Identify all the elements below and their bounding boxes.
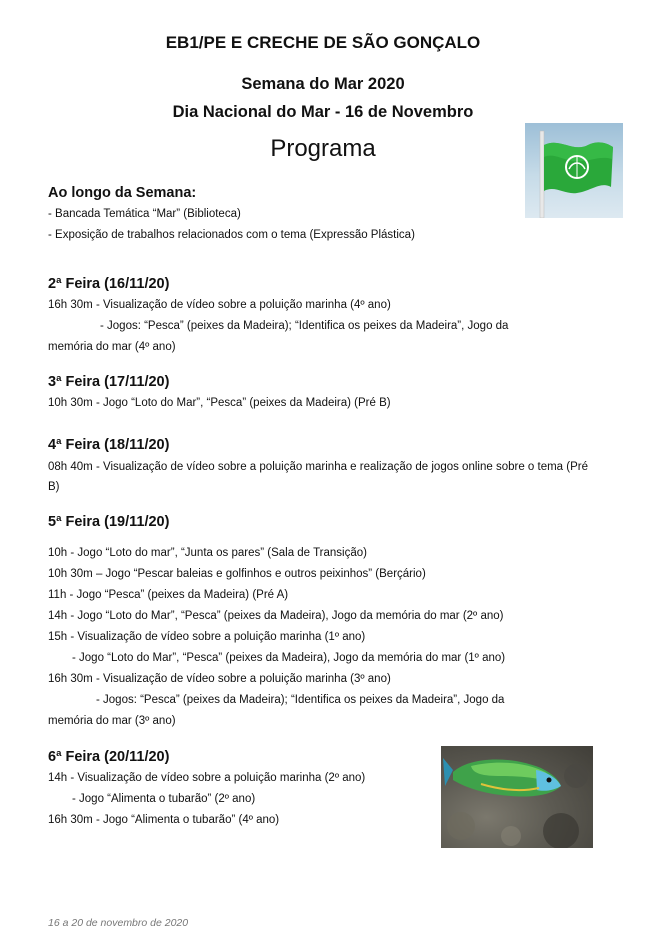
thursday-item-6: - Jogo “Loto do Mar”, “Pesca” (peixes da Madeira), Jogo da memória do mar (1º ano) [72,652,506,664]
thursday-heading: 5ª Feira (19/11/20) [48,514,170,530]
program-title: Programa [270,135,376,162]
friday-item-2: - Jogo “Alimenta o tubarão” (2º ano) [72,793,256,805]
friday-item-1: 14h - Visualização de vídeo sobre a poluição marinha (2º ano) [48,772,366,784]
week-item-2: - Exposição de trabalhos relacionados com o tema (Expressão Plástica) [48,229,415,241]
monday-heading: 2ª Feira (16/11/20) [48,276,170,292]
thursday-item-8-cont: memória do mar (3º ano) [48,715,176,727]
week-section [48,184,588,246]
thursday-item-1: 10h - Jogo “Loto do mar”, “Junta os pares” (Sala de Transição) [48,547,367,559]
thursday-item-3: 11h - Jogo “Pesca” (peixes da Madeira) (Pré A) [48,589,289,601]
fish-photo [441,746,593,848]
thursday-item-5: 15h - Visualização de vídeo sobre a poluição marinha (1º ano) [48,631,366,643]
friday-heading: 6ª Feira (20/11/20) [48,749,170,765]
week-title: Semana do Mar 2020 [241,75,405,93]
school-name: EB1/PE E CRECHE DE SÃO GONÇALO [165,33,481,52]
thursday-section [48,513,588,732]
thursday-item-7: 16h 30m - Visualização de vídeo sobre a poluição marinha (3º ano) [48,673,391,685]
monday-item-1: 16h 30m - Visualização de vídeo sobre a poluição marinha (4º ano) [48,299,391,311]
thursday-item-4: 14h - Jogo “Loto do Mar”, “Pesca” (peixes da Madeira), Jogo da memória do mar (2º ano) [48,610,504,622]
week-section-heading: Ao longo da Semana: [48,185,197,201]
wednesday-heading: 4ª Feira (18/11/20) [48,437,170,453]
monday-section [48,275,588,358]
wednesday-item-1: 08h 40m - Visualização de vídeo sobre a poluição marinha e realização de jogos online sobre o tema (Pré B) [48,461,588,493]
day-title: Dia Nacional do Mar - 16 de Novembro [172,103,474,121]
thursday-item-2: 10h 30m – Jogo “Pescar baleias e golfinhos e outros peixinhos” (Berçário) [48,568,426,580]
tuesday-item-1: 10h 30m - Jogo “Loto do Mar”, “Pesca” (peixes da Madeira) (Pré B) [48,397,391,409]
tuesday-heading: 3ª Feira (17/11/20) [48,374,170,390]
footer-date: 16 a 20 de novembro de 2020 [48,917,189,929]
friday-item-3: 16h 30m - Jogo “Alimenta o tubarão” (4º ano) [48,814,280,826]
thursday-item-8: - Jogos: “Pesca” (peixes da Madeira); “Identifica os peixes da Madeira”, Jogo da [96,694,505,706]
week-item-1: - Bancada Temática “Mar” (Biblioteca) [48,208,241,220]
tuesday-section [48,373,588,414]
monday-item-2-cont: memória do mar (4º ano) [48,341,176,353]
monday-item-2: - Jogos: “Pesca” (peixes da Madeira); “Identifica os peixes da Madeira”, Jogo da [100,320,509,332]
wednesday-section [48,436,588,497]
